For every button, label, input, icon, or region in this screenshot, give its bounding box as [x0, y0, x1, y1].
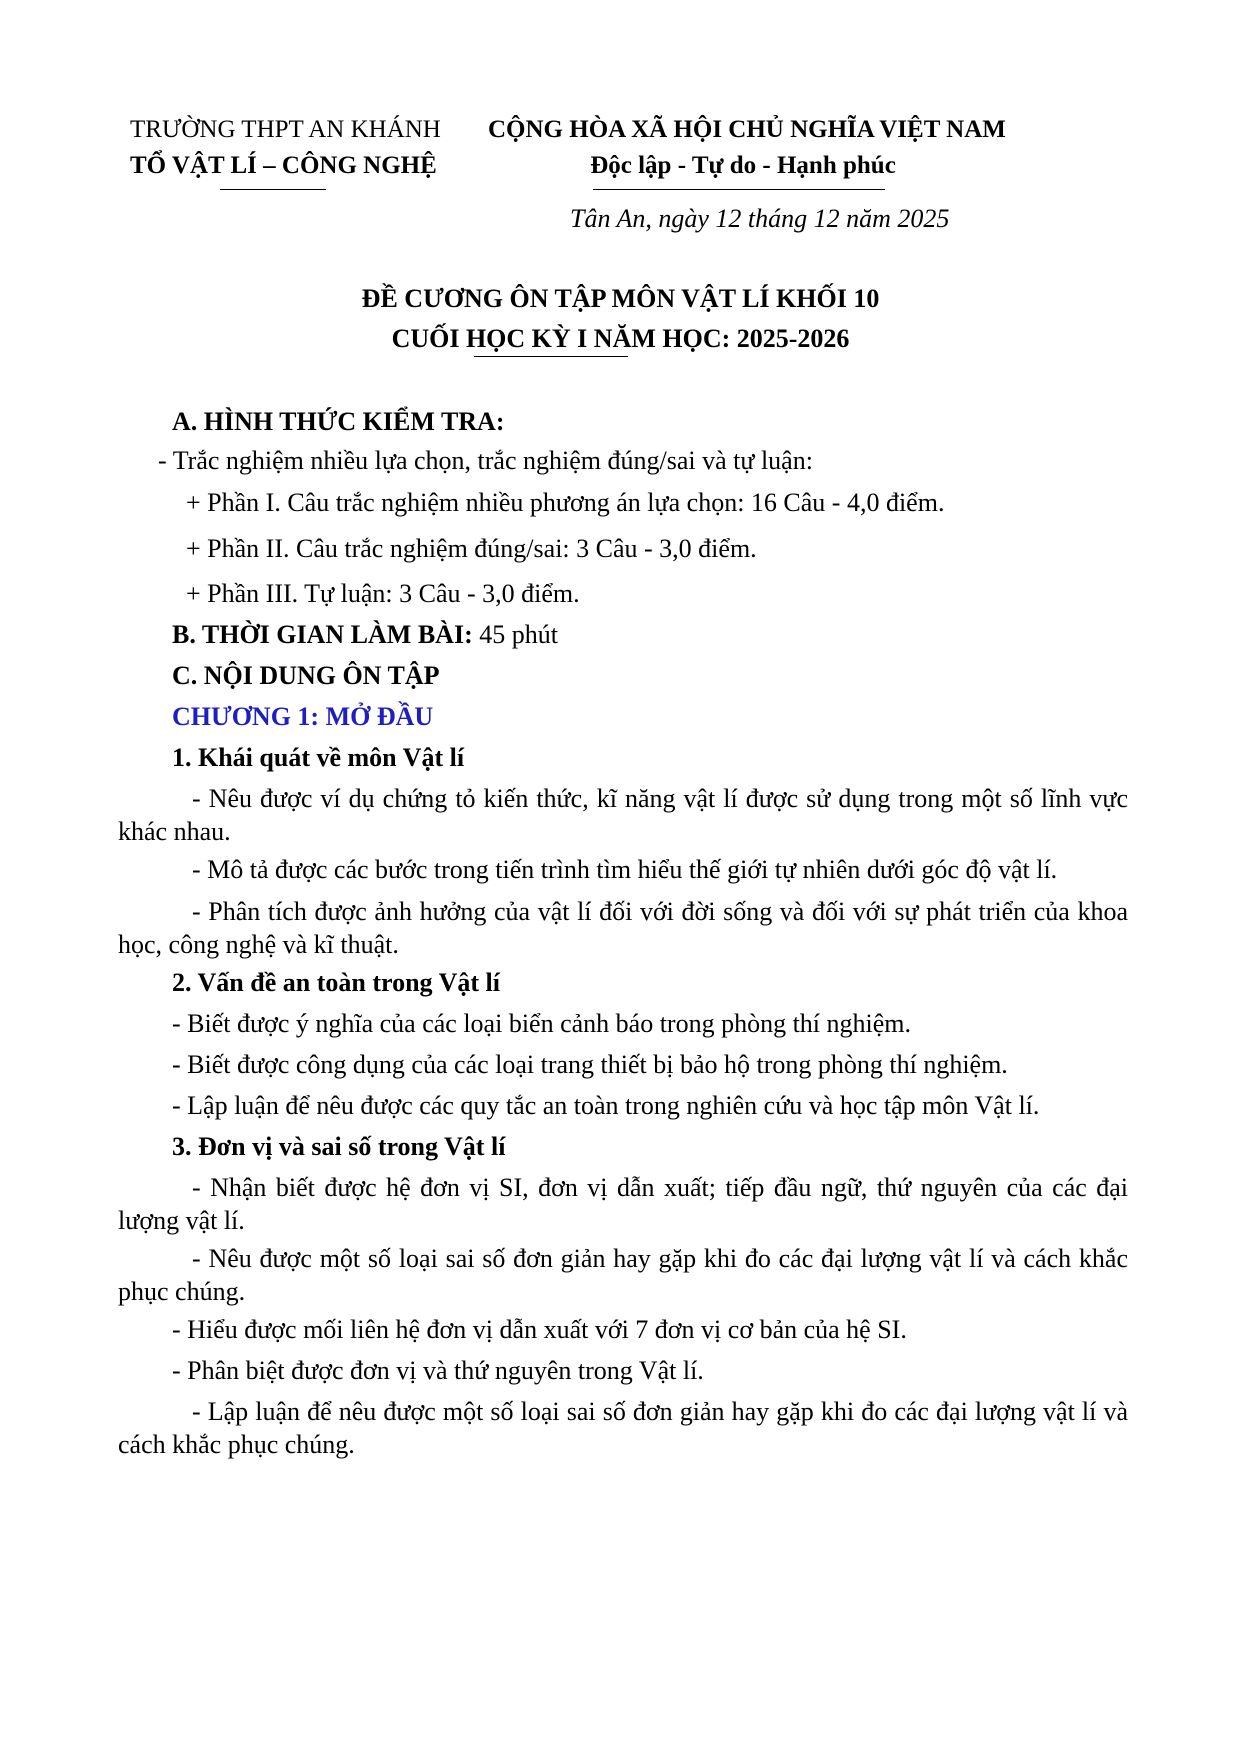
topic-1-item-2: - Mô tả được các bước trong tiến trình tìm hiểu thế giới tự nhiên dưới góc độ vật lí. — [192, 855, 1058, 884]
department-underline — [220, 189, 326, 190]
section-b — [172, 618, 558, 651]
topic-2-title: 2. Vấn đề an toàn trong Vật lí — [172, 968, 500, 997]
section-b-heading: B. THỜI GIAN LÀM BÀI: — [172, 620, 473, 649]
topic-3-item-4: - Phân biệt được đơn vị và thứ nguyên trong Vật lí. — [172, 1356, 704, 1385]
section-a-part-1: + Phần I. Câu trắc nghiệm nhiều phương án lựa chọn: 16 Câu - 4,0 điểm. — [186, 488, 945, 517]
topic-3-item-2: - Nêu được một số loại sai số đơn giản hay gặp khi đo các đại lượng vật lí và cách khắc phục chúng. — [118, 1244, 1128, 1306]
document-title-line1: ĐỀ CƯƠNG ÔN TẬP MÔN VẬT LÍ KHỐI 10 — [361, 284, 880, 313]
topic-1-title: 1. Khái quát về môn Vật lí — [172, 743, 465, 772]
chapter-heading: CHƯƠNG 1: MỞ ĐẦU — [172, 702, 434, 731]
motto: Độc lập - Tự do - Hạnh phúc — [590, 152, 896, 179]
section-c-heading: C. NỘI DUNG ÔN TẬP — [172, 661, 440, 690]
republic-name: CỘNG HÒA XÃ HỘI CHỦ NGHĨA VIỆT NAM — [488, 116, 1006, 143]
topic-3-item-5: - Lập luận để nêu được một số loại sai số đơn giản hay gặp khi đo các đại lượng vật lí và cách khắc phục chúng. — [118, 1397, 1128, 1459]
topic-2-item-2: - Biết được công dụng của các loại trang thiết bị bảo hộ trong phòng thí nghiệm. — [172, 1050, 1008, 1079]
topic-1-item-3: - Phân tích được ảnh hưởng của vật lí đối với đời sống và đối với sự phát triển của khoa học, công nghệ và kĩ thuật. — [118, 897, 1128, 959]
topic-2-item-1: - Biết được ý nghĩa của các loại biển cảnh báo trong phòng thí nghiệm. — [172, 1009, 912, 1038]
section-a-part-3: + Phần III. Tự luận: 3 Câu - 3,0 điểm. — [186, 579, 580, 608]
section-a-part-2: + Phần II. Câu trắc nghiệm đúng/sai: 3 Câu - 3,0 điểm. — [186, 534, 757, 563]
section-a-heading: A. HÌNH THỨC KIỂM TRA: — [172, 407, 505, 436]
department-name: TỔ VẬT LÍ – CÔNG NGHỆ — [130, 152, 437, 179]
section-a-intro: - Trắc nghiệm nhiều lựa chọn, trắc nghiệm đúng/sai và tự luận: — [158, 446, 813, 475]
title-underline — [474, 356, 628, 357]
document-title-line2: CUỐI HỌC KỲ I NĂM HỌC: 2025-2026 — [391, 324, 850, 353]
topic-3-title: 3. Đơn vị và sai số trong Vật lí — [172, 1132, 506, 1161]
motto-underline — [593, 189, 885, 190]
document-date: Tân An, ngày 12 tháng 12 năm 2025 — [570, 204, 950, 233]
topic-3-item-1: - Nhận biết được hệ đơn vị SI, đơn vị dẫn xuất; tiếp đầu ngữ, thứ nguyên của các đại lượng vật lí. — [118, 1173, 1128, 1235]
topic-3-item-3: - Hiểu được mối liên hệ đơn vị dẫn xuất với 7 đơn vị cơ bản của hệ SI. — [172, 1315, 907, 1344]
topic-1-item-1: - Nêu được ví dụ chứng tỏ kiến thức, kĩ năng vật lí được sử dụng trong một số lĩnh vực khác nhau. — [118, 784, 1128, 846]
topic-2-item-3: - Lập luận để nêu được các quy tắc an toàn trong nghiên cứu và học tập môn Vật lí. — [172, 1091, 1040, 1120]
school-name: TRƯỜNG THPT AN KHÁNH — [130, 116, 441, 143]
section-b-value: 45 phút — [479, 620, 558, 649]
